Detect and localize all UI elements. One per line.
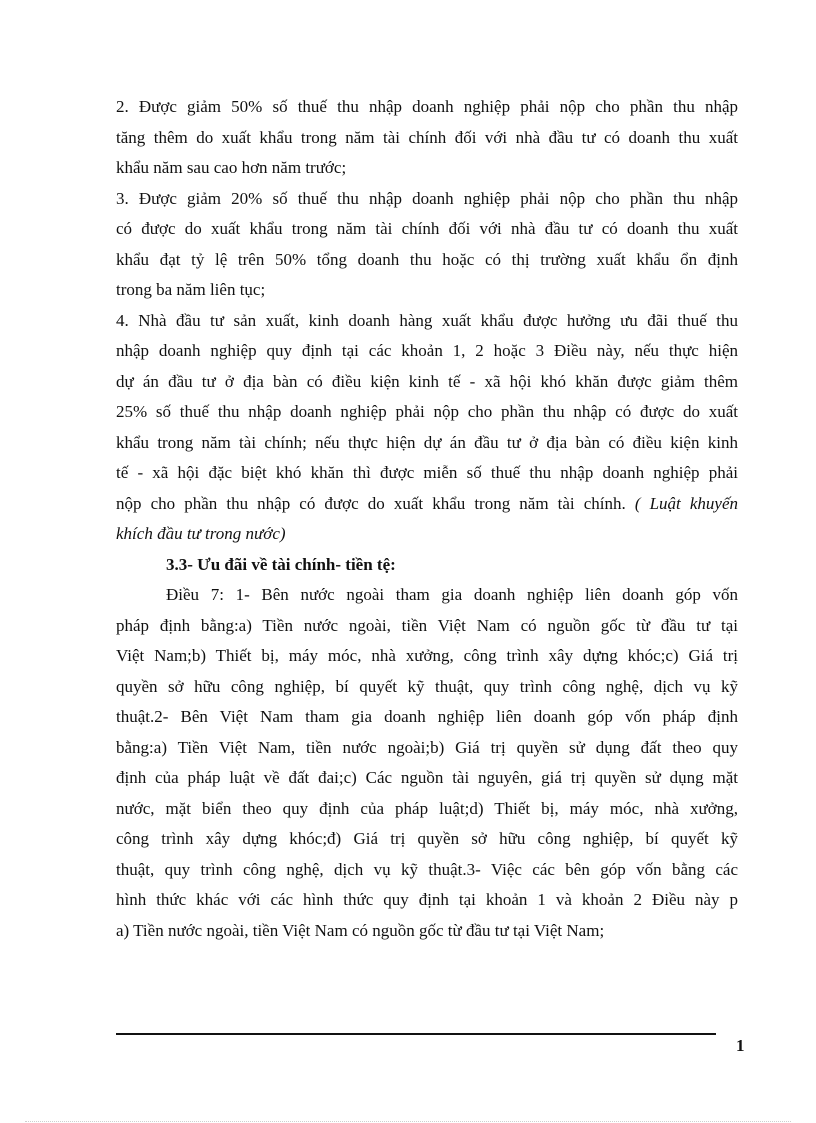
text-line: khẩu đạt tỷ lệ trên 50% tổng doanh thu hoặc có thị trường xuất khẩu ổn định: [116, 249, 738, 269]
section-heading: 3.3- Ưu đãi về tài chính- tiền tệ:: [166, 554, 396, 574]
article-line: hình thức khác với các hình thức quy định tại khoản 1 và khoản 2 Điều này p: [116, 890, 738, 909]
page-bottom-border: [25, 1121, 791, 1122]
article-line: thuật.2- Bên Việt Nam tham gia doanh nghiệp liên doanh góp vốn pháp định: [116, 707, 738, 726]
footer-rule: [116, 1033, 716, 1035]
article-line: công trình xây dựng khóc;đ) Giá trị quyền sở hữu công nghiệp, bí quyết kỹ: [116, 829, 738, 848]
text-line: 2. Được giảm 50% số thuế thu nhập doanh nghiệp phải nộp cho phần thu nhập: [116, 97, 738, 116]
article-line: pháp định bằng:a) Tiền nước ngoài, tiền Việt Nam có nguồn gốc từ đầu tư tại: [116, 615, 738, 635]
page-number: 1: [736, 1036, 745, 1055]
text-line: tế - xã hội đặc biệt khó khăn thì được miễn số thuế thu nhập doanh nghiệp phải: [116, 463, 738, 482]
article-line: Điều 7: 1- Bên nước ngoài tham gia doanh nghiệp liên doanh góp vốn: [166, 585, 738, 604]
text-line: có được do xuất khẩu trong năm tài chính đối với nhà đầu tư có doanh thu xuất: [116, 219, 738, 238]
text-line: 25% số thuế thu nhập doanh nghiệp phải nộp cho phần thu nhập có được do xuất: [116, 402, 738, 421]
text-segment: nộp cho phần thu nhập có được do xuất khẩu trong năm tài chính.: [116, 493, 626, 513]
text-line: khẩu năm sau cao hơn năm trước;: [116, 158, 347, 177]
article-line: quyền sở hữu công nghiệp, bí quyết kỹ thuật, quy trình công nghệ, dịch vụ kỹ: [116, 676, 738, 696]
text-line: tăng thêm do xuất khẩu trong năm tài chính đối với nhà đầu tư có doanh thu xuất: [116, 127, 738, 147]
text-line: trong ba năm liên tục;: [116, 280, 266, 299]
citation-text: ( Luật khuyến: [625, 493, 738, 513]
text-line: dự án đầu tư ở địa bàn có điều kiện kinh tế - xã hội khó khăn được giảm thêm: [116, 371, 738, 391]
article-line: Việt Nam;b) Thiết bị, máy móc, nhà xưởng, công trình xây dựng khóc;c) Giá trị: [116, 646, 738, 665]
article-line: định của pháp luật về đất đai;c) Các nguồn tài nguyên, giá trị quyền sử dụng mặt: [116, 768, 738, 787]
citation-text: khích đầu tư trong nước): [116, 524, 286, 543]
text-line: 3. Được giảm 20% số thuế thu nhập doanh nghiệp phải nộp cho phần thu nhập: [116, 188, 738, 208]
article-line: thuật, quy trình công nghệ, dịch vụ kỹ thuật.3- Việc các bên góp vốn bằng các: [116, 859, 738, 879]
article-line: bằng:a) Tiền Việt Nam, tiền nước ngoài;b) Giá trị quyền sử dụng đất theo quy: [116, 737, 738, 757]
text-line: khẩu trong năm tài chính; nếu thực hiện dự án đầu tư ở địa bàn có điều kiện kinh: [116, 432, 738, 452]
article-line: nước, mặt biển theo quy định của pháp luật;d) Thiết bị, máy móc, nhà xưởng,: [116, 798, 738, 818]
article-line: a) Tiền nước ngoài, tiền Việt Nam có nguồn gốc từ đầu tư tại Việt Nam;: [116, 920, 605, 940]
text-line-mixed: [116, 489, 738, 520]
text-line: 4. Nhà đầu tư sản xuất, kinh doanh hàng xuất khẩu được hưởng ưu đãi thuế thu: [116, 310, 738, 330]
text-line: nhập doanh nghiệp quy định tại các khoản 1, 2 hoặc 3 Điều này, nếu thực hiện: [116, 341, 738, 360]
body-text: [116, 92, 738, 946]
